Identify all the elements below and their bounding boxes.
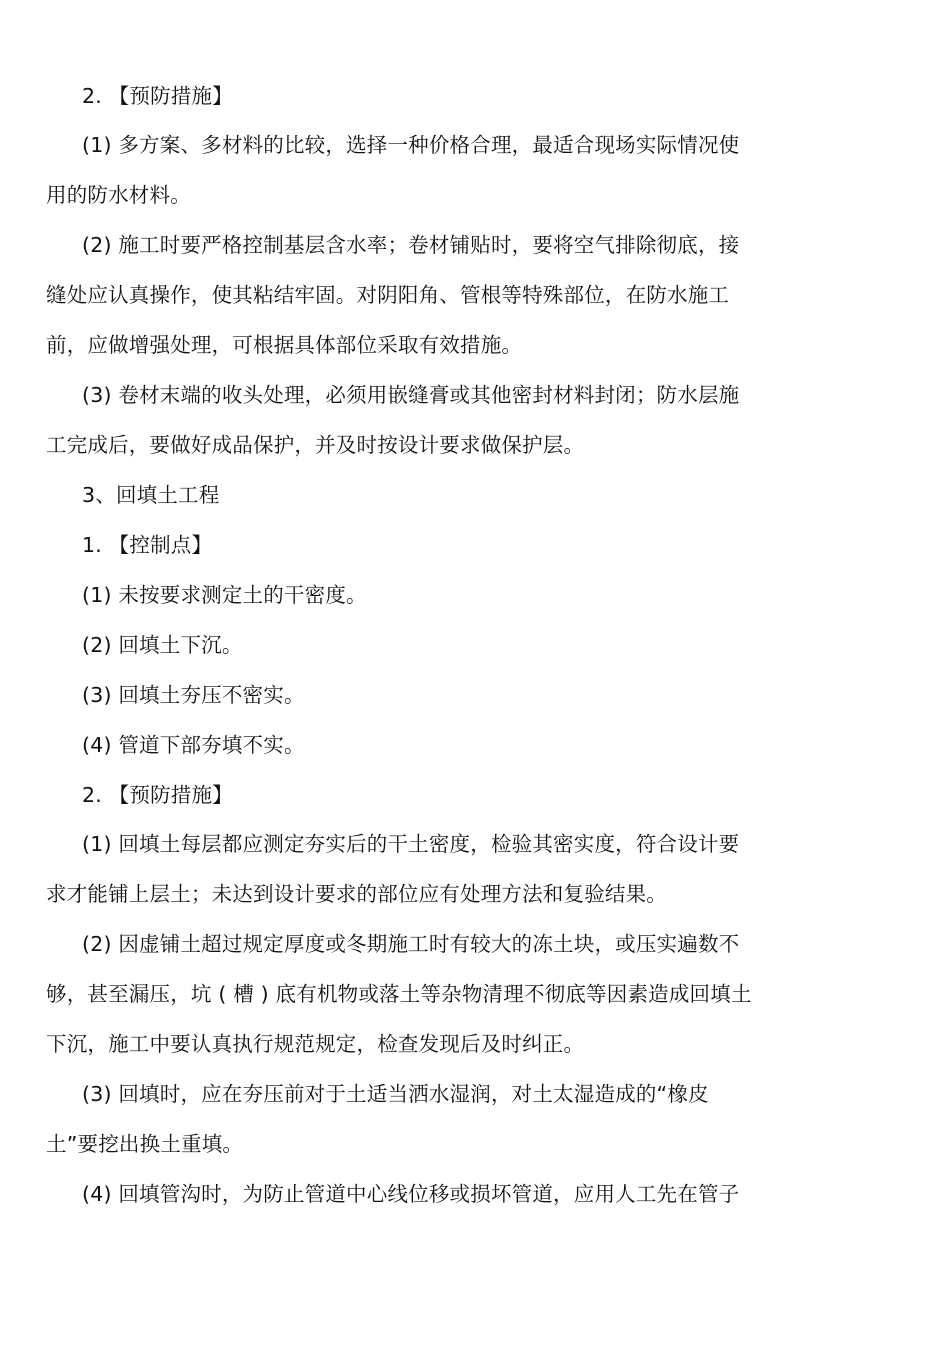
paragraph-line: 缝处应认真操作，使其粘结牢固。对阴阳角、管根等特殊部位，在防水施工 [46, 283, 730, 307]
section-heading-prevention: 2. 【预防措施】 [82, 84, 233, 108]
paragraph-line: 够，甚至漏压，坑 ( 槽 ) 底有机物或落土等杂物清理不彻底等因素造成回填土 [46, 982, 752, 1006]
paragraph-line: 土”要挖出换土重填。 [46, 1132, 244, 1156]
paragraph-line: (4) 回填管沟时，为防止管道中心线位移或损坏管道，应用人工先在管子 [82, 1182, 740, 1206]
paragraph-line: 下沉，施工中要认真执行规范规定，检查发现后及时纠正。 [46, 1032, 585, 1056]
paragraph-line: 工完成后，要做好成品保护，并及时按设计要求做保护层。 [46, 433, 585, 457]
section-heading-backfill: 3、回填土工程 [82, 483, 220, 507]
paragraph-line: (1) 回填土每层都应测定夯实后的干土密度，检验其密实度，符合设计要 [82, 832, 740, 856]
section-heading-control-points: 1. 【控制点】 [82, 533, 213, 557]
paragraph-line: (2) 施工时要严格控制基层含水率；卷材铺贴时，要将空气排除彻底，接 [82, 233, 740, 257]
paragraph-line: 用的防水材料。 [46, 183, 191, 207]
list-item: (2) 回填土下沉。 [82, 633, 243, 657]
paragraph-line: (3) 卷材末端的收头处理，必须用嵌缝膏或其他密封材料封闭；防水层施 [82, 383, 740, 407]
paragraph-line: (2) 因虚铺土超过规定厚度或冬期施工时有较大的冻土块，或压实遍数不 [82, 932, 740, 956]
list-item: (3) 回填土夯压不密实。 [82, 683, 305, 707]
list-item: (4) 管道下部夯填不实。 [82, 733, 305, 757]
paragraph-line: 前，应做增强处理，可根据具体部位采取有效措施。 [46, 333, 523, 357]
paragraph-line: (1) 多方案、多材料的比较，选择一种价格合理，最适合现场实际情况使 [82, 133, 740, 157]
paragraph-line: 求才能铺上层土；未达到设计要求的部位应有处理方法和复验结果。 [46, 882, 667, 906]
section-heading-prevention: 2. 【预防措施】 [82, 783, 233, 807]
list-item: (1) 未按要求测定土的干密度。 [82, 583, 367, 607]
paragraph-line: (3) 回填时，应在夯压前对于土适当洒水湿润，对土太湿造成的“橡皮 [82, 1082, 709, 1106]
